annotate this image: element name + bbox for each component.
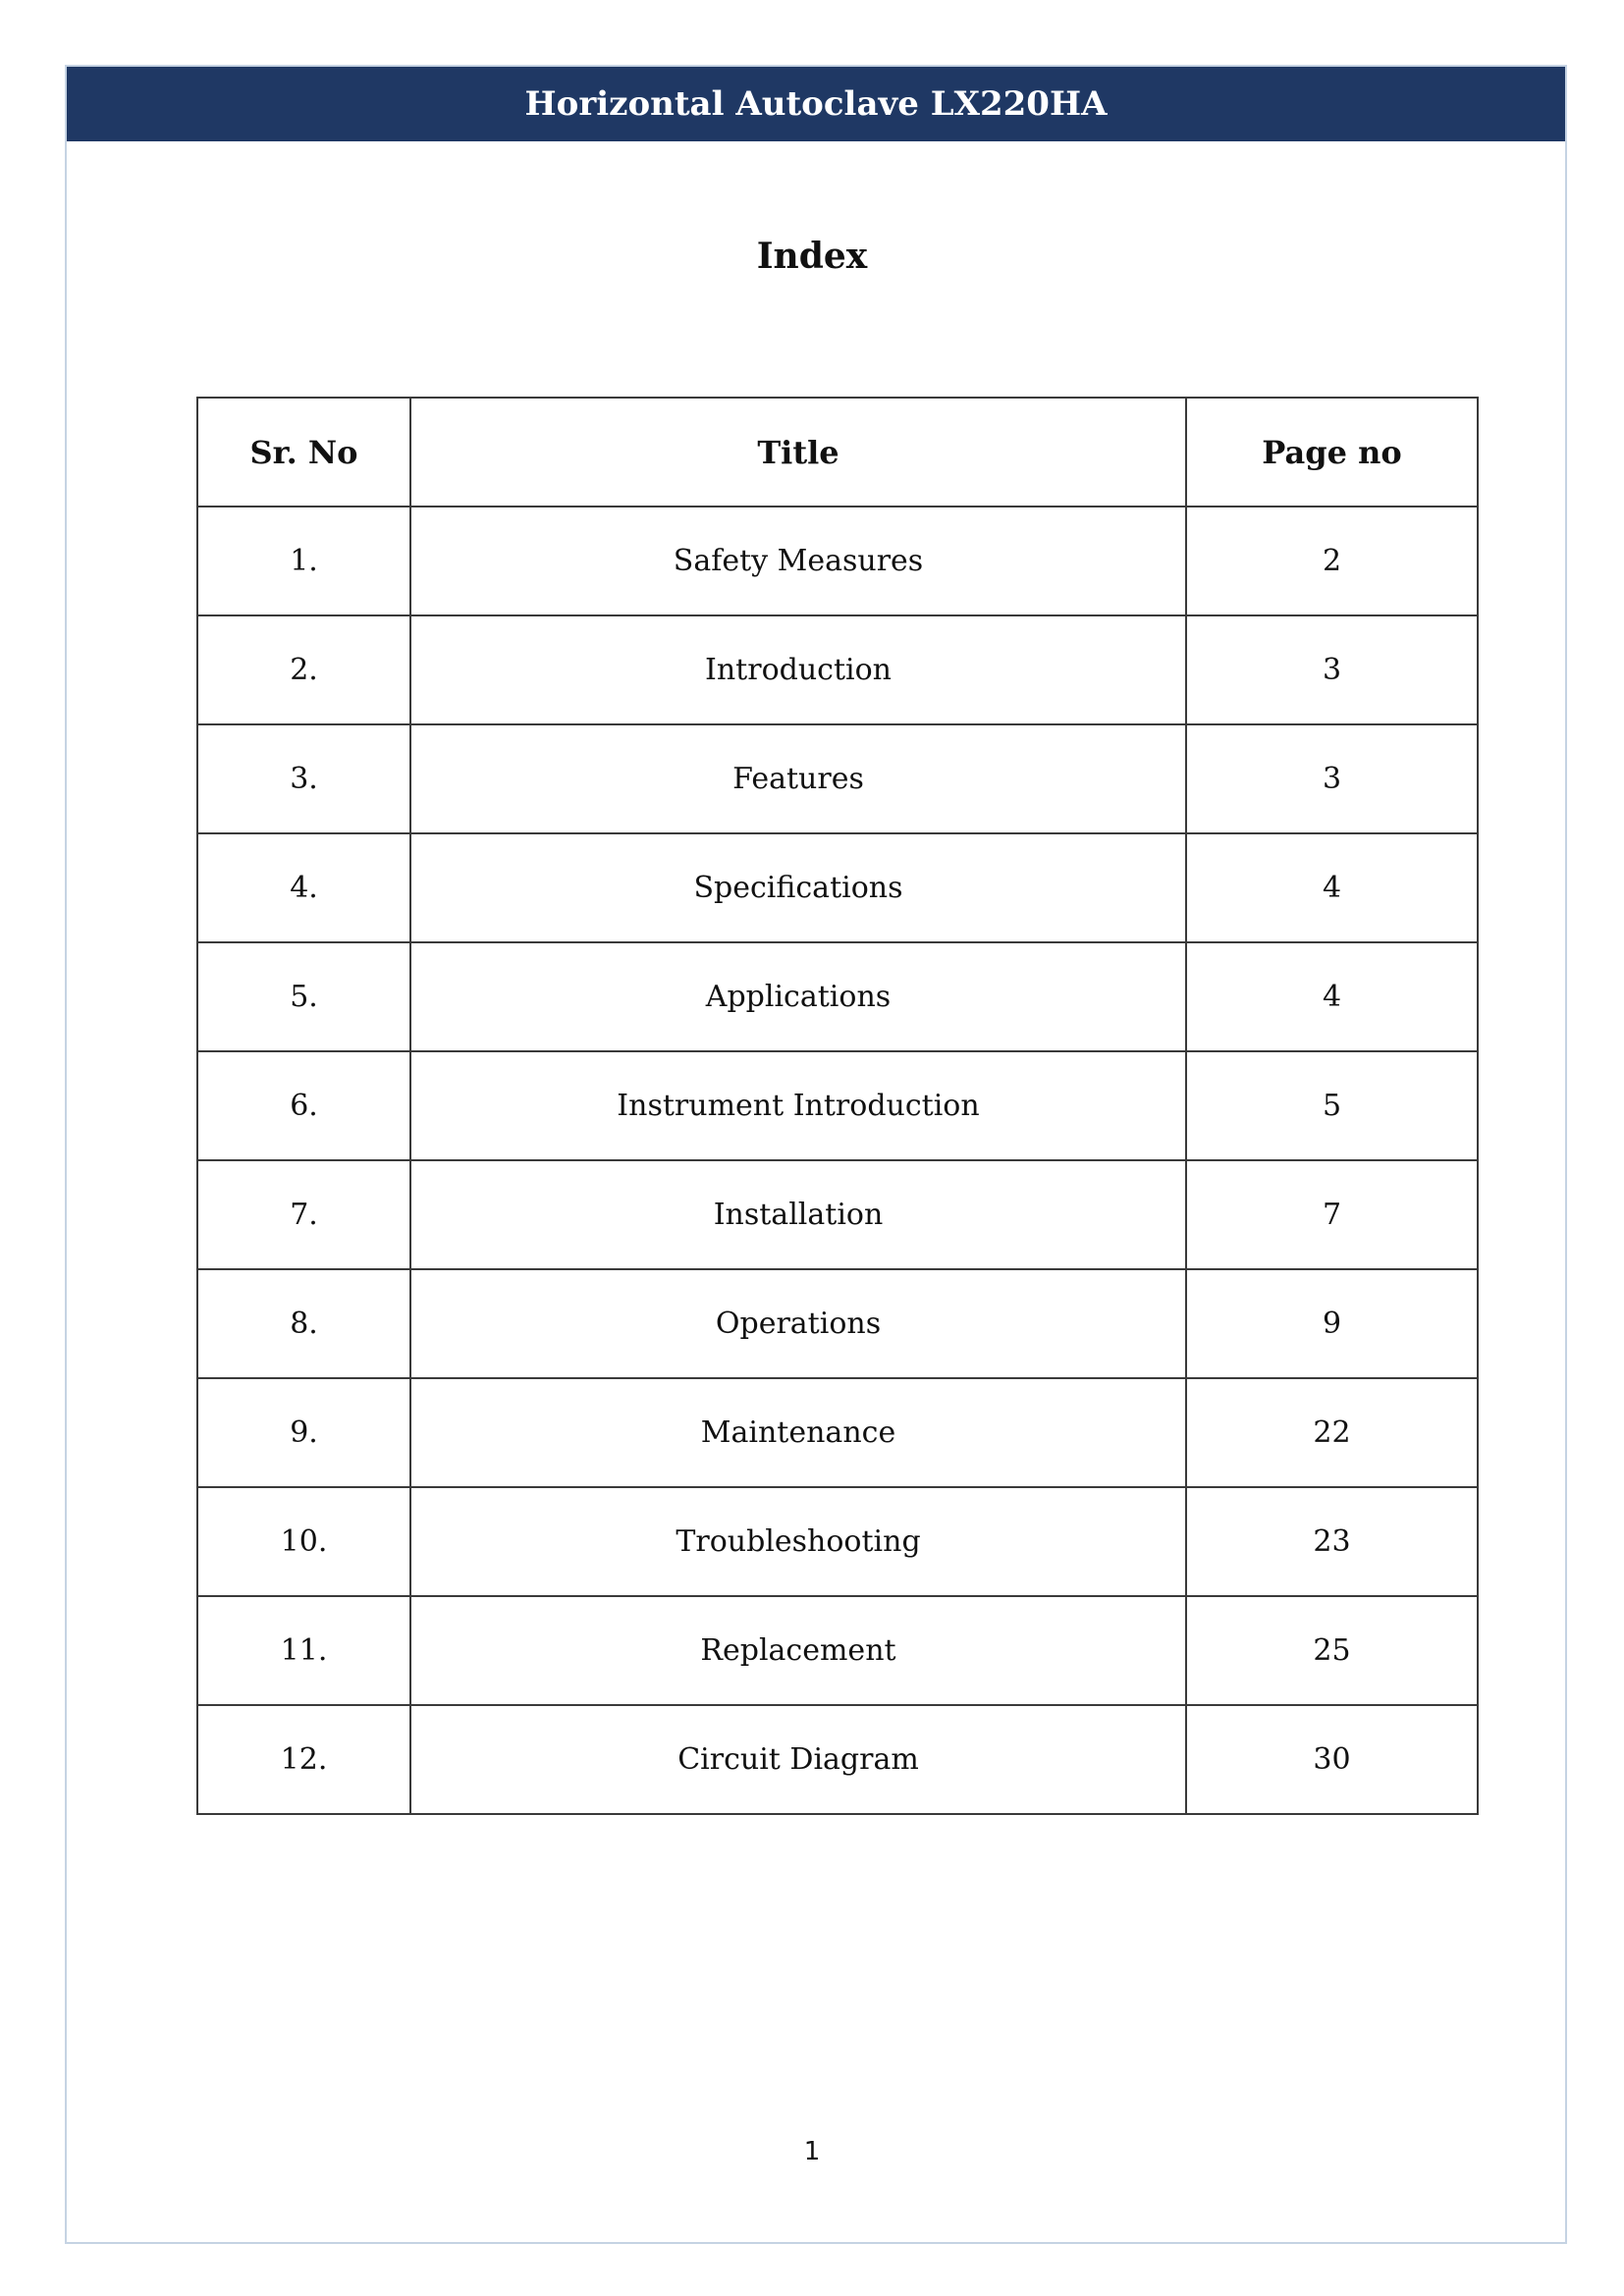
table-row — [197, 1160, 1478, 1269]
row-title: Specifications — [410, 833, 1186, 942]
column-header-title: Title — [410, 398, 1186, 507]
table-row — [197, 724, 1478, 833]
document-title: Horizontal Autoclave LX220HA — [524, 84, 1108, 124]
row-title: Introduction — [410, 615, 1186, 724]
table-row — [197, 1487, 1478, 1596]
column-header-page-no: Page no — [1186, 398, 1478, 507]
row-page-no: 4 — [1186, 833, 1478, 942]
table-row — [197, 833, 1478, 942]
row-title: Applications — [410, 942, 1186, 1051]
row-page-no: 9 — [1186, 1269, 1478, 1378]
row-title: Maintenance — [410, 1378, 1186, 1487]
row-page-no: 7 — [1186, 1160, 1478, 1269]
row-page-no: 22 — [1186, 1378, 1478, 1487]
row-page-no: 25 — [1186, 1596, 1478, 1705]
row-page-no: 23 — [1186, 1487, 1478, 1596]
table-row — [197, 1705, 1478, 1814]
row-sr-no: 5. — [197, 942, 410, 1051]
row-page-no: 2 — [1186, 507, 1478, 615]
row-sr-no: 7. — [197, 1160, 410, 1269]
document-header — [67, 67, 1565, 141]
row-title: Features — [410, 724, 1186, 833]
row-sr-no: 6. — [197, 1051, 410, 1160]
row-sr-no: 3. — [197, 724, 410, 833]
column-header-sr-no: Sr. No — [197, 398, 410, 507]
row-page-no: 30 — [1186, 1705, 1478, 1814]
row-page-no: 5 — [1186, 1051, 1478, 1160]
table-row — [197, 615, 1478, 724]
table-row — [197, 1269, 1478, 1378]
row-title: Replacement — [410, 1596, 1186, 1705]
table-row — [197, 1051, 1478, 1160]
row-page-no: 4 — [1186, 942, 1478, 1051]
index-table — [196, 397, 1479, 1815]
row-sr-no: 9. — [197, 1378, 410, 1487]
row-title: Instrument Introduction — [410, 1051, 1186, 1160]
row-sr-no: 12. — [197, 1705, 410, 1814]
row-title: Operations — [410, 1269, 1186, 1378]
row-title: Circuit Diagram — [410, 1705, 1186, 1814]
index-heading: Index — [756, 236, 868, 277]
table-row — [197, 942, 1478, 1051]
row-page-no: 3 — [1186, 724, 1478, 833]
row-sr-no: 4. — [197, 833, 410, 942]
row-page-no: 3 — [1186, 615, 1478, 724]
table-header-row — [197, 398, 1478, 507]
row-sr-no: 10. — [197, 1487, 410, 1596]
row-sr-no: 1. — [197, 507, 410, 615]
row-title: Installation — [410, 1160, 1186, 1269]
row-title: Safety Measures — [410, 507, 1186, 615]
table-row — [197, 1378, 1478, 1487]
row-title: Troubleshooting — [410, 1487, 1186, 1596]
table-row — [197, 1596, 1478, 1705]
page-number: 1 — [803, 2137, 821, 2166]
row-sr-no: 11. — [197, 1596, 410, 1705]
row-sr-no: 8. — [197, 1269, 410, 1378]
row-sr-no: 2. — [197, 615, 410, 724]
table-row — [197, 507, 1478, 615]
